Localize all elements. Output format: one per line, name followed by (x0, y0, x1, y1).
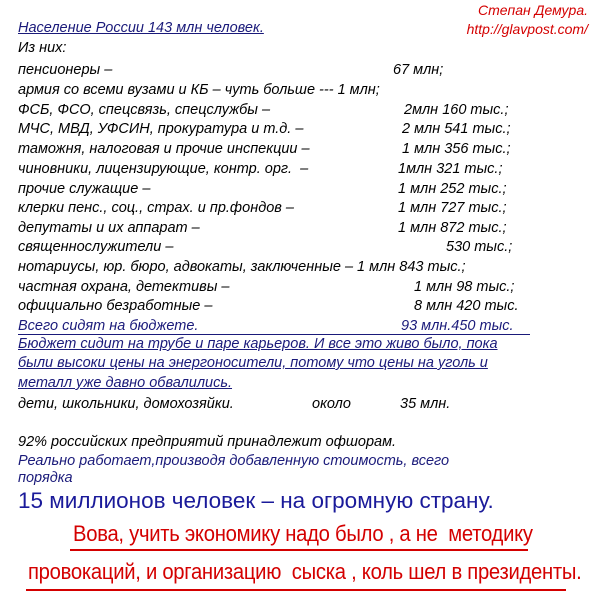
row-label: частная охрана, детективы – (18, 279, 230, 295)
offshore-note: 92% российских предприятий принадлежит офшорам. (18, 434, 397, 450)
row-value: 530 тыс.; (446, 239, 513, 255)
row-value: 2млн 160 тыс.; (404, 102, 509, 118)
row-label: прочие служащие – (18, 181, 151, 197)
row-value: 1 млн 872 тыс.; (398, 220, 507, 236)
total-underline (18, 334, 530, 335)
total-value: 93 млн.450 тыс. (401, 318, 514, 334)
row-label: таможня, налоговая и прочие инспекции – (18, 141, 310, 157)
row-value: 1 млн 252 тыс.; (398, 181, 507, 197)
red-underline (26, 589, 566, 591)
row-label: ФСБ, ФСО, спецсвязь, спецслужбы – (18, 102, 271, 118)
red-underline (70, 549, 528, 551)
row-label: чиновники, лицензирующие, контр. орг. – (18, 161, 309, 177)
big-statement: 15 миллионов человек – на огромную страну. (18, 488, 494, 513)
subtitle: Из них: (18, 40, 67, 56)
title: Население России 143 млн человек. (18, 20, 264, 36)
row-value: 8 млн 420 тыс. (414, 298, 519, 314)
row-value: 67 млн; (393, 62, 444, 78)
children-about: около (312, 396, 351, 412)
row-value: 1млн 321 тыс.; (398, 161, 503, 177)
total-label: Всего сидят на бюджете. (18, 318, 199, 334)
author-site[interactable]: http://glavpost.com/ (466, 21, 588, 37)
children-value: 35 млн. (400, 396, 451, 412)
row-label: клерки пенс., соц., страх. и пр.фондов – (18, 200, 294, 216)
row-label: официально безработные – (18, 298, 213, 314)
row-label: депутаты и их аппарат – (18, 220, 200, 236)
row-value: 1 млн 727 тыс.; (398, 200, 507, 216)
budget-line: были высоки цены на энергоносители, потому что цены на уголь и (18, 355, 488, 371)
row-label: нотариусы, юр. бюро, адвокаты, заключенные – 1 млн 843 тыс.; (18, 259, 466, 275)
budget-line: металл уже давно обвалились. (18, 375, 233, 391)
author-name: Степан Демура. (477, 2, 588, 18)
row-value: 1 млн 356 тыс.; (402, 141, 511, 157)
row-label: священнослужители – (18, 239, 174, 255)
red-line: Вова, учить экономику надо было , а не методику (73, 521, 533, 546)
red-line: провокаций, и организацию сыска , коль шел в президенты. (28, 559, 582, 584)
real-line: порядка (18, 470, 73, 486)
row-value: 2 млн 541 тыс.; (402, 121, 511, 137)
real-line: Реально работает,производя добавленную стоимость, всего (18, 453, 450, 469)
row-label: пенсионеры – (18, 62, 113, 78)
row-label: МЧС, МВД, УФСИН, прокуратура и т.д. – (18, 121, 304, 137)
row-label: армия со всеми вузами и КБ – чуть больше --- 1 млн; (18, 82, 380, 98)
row-value: 1 млн 98 тыс.; (414, 279, 515, 295)
children-label: дети, школьники, домохозяйки. (18, 396, 234, 412)
budget-line: Бюджет сидит на трубе и паре карьеров. И все это живо было, пока (18, 336, 498, 352)
